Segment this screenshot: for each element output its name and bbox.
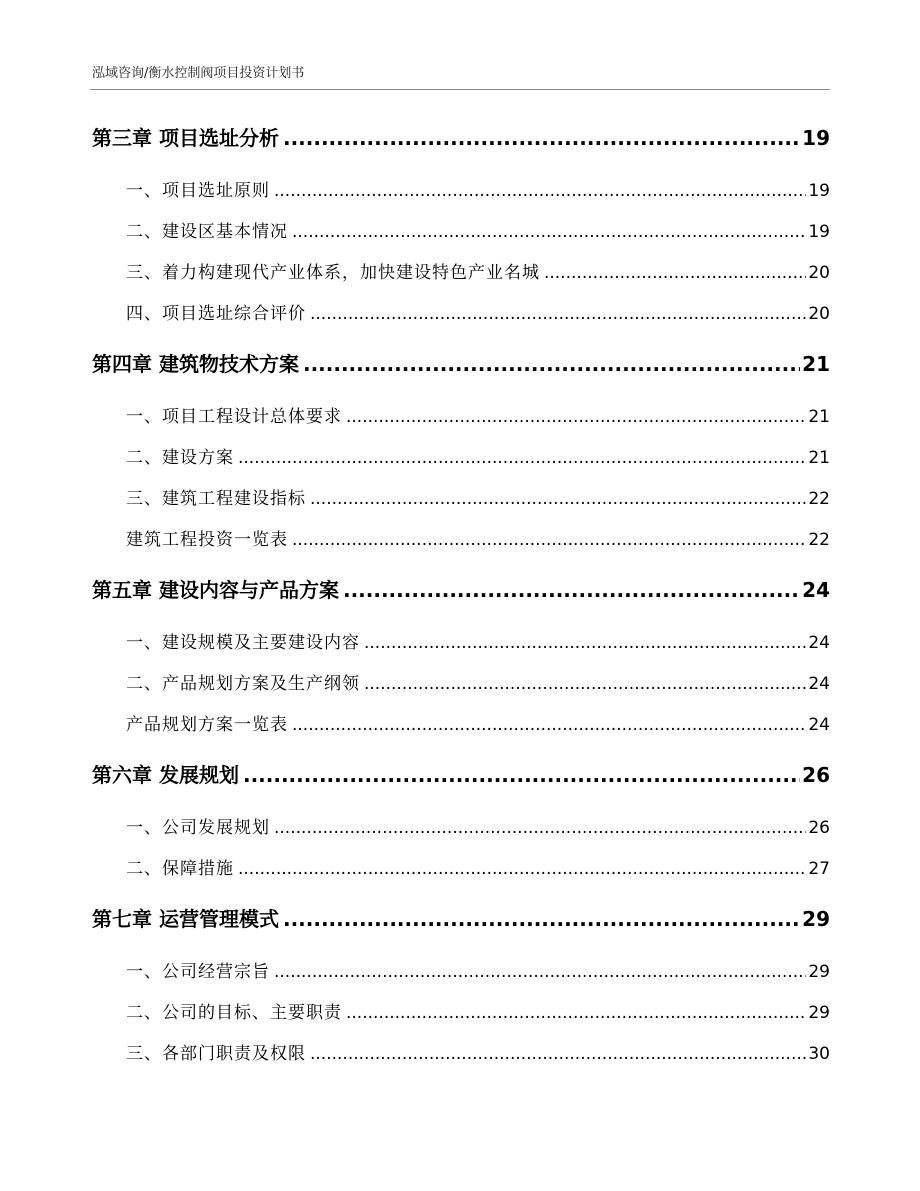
- toc-section-3-4[interactable]: [126, 299, 830, 324]
- toc-page-number: 20: [808, 263, 830, 283]
- toc-entry-number: 二、: [126, 859, 162, 879]
- toc-page-number: 24: [802, 578, 830, 602]
- toc-page-number: 21: [808, 407, 830, 427]
- toc-entry-number: 二、: [126, 674, 162, 694]
- toc-entry-title: 产品规划方案一览表: [126, 715, 288, 735]
- toc-page-number: 26: [802, 763, 830, 787]
- toc-leader-dots: [292, 530, 806, 550]
- toc-page-number: 26: [808, 818, 830, 838]
- toc-section-4-table[interactable]: [126, 525, 830, 550]
- toc-entry-title: 保障措施: [162, 859, 234, 879]
- toc-page-number: 27: [808, 859, 830, 879]
- toc-chapter-5[interactable]: [92, 574, 830, 603]
- toc-leader-dots: [346, 1003, 806, 1023]
- toc-chapter-3[interactable]: [92, 122, 830, 151]
- toc-page-number: 22: [808, 530, 830, 550]
- toc-page-number: 20: [808, 304, 830, 324]
- toc-entry-number: 三、: [126, 263, 162, 283]
- toc-section-7-1[interactable]: [126, 957, 830, 982]
- toc-entry-title: 第七章 运营管理模式: [92, 907, 279, 931]
- toc-leader-dots: [274, 181, 806, 201]
- toc-entry-title: 公司的目标、主要职责: [162, 1003, 342, 1023]
- toc-section-5-1[interactable]: [126, 628, 830, 653]
- toc-entry-number: 一、: [126, 407, 162, 427]
- toc-chapter-6[interactable]: [92, 759, 830, 788]
- toc-entry-number: 三、: [126, 1044, 162, 1064]
- toc-entry-title: 公司发展规划: [162, 818, 270, 838]
- toc-leader-dots: [310, 304, 806, 324]
- toc-entry-title: 建筑工程投资一览表: [126, 530, 288, 550]
- toc-page-number: 30: [808, 1044, 830, 1064]
- toc-page-number: 29: [808, 1003, 830, 1023]
- toc-entry-title: 公司经营宗旨: [162, 962, 270, 982]
- toc-section-7-2[interactable]: [126, 998, 830, 1023]
- toc-leader-dots: [310, 489, 806, 509]
- toc-leader-dots: [364, 633, 806, 653]
- toc-leader-dots: [243, 763, 800, 787]
- toc-entry-title: 建设区基本情况: [162, 222, 288, 242]
- toc-entry-title: 建设规模及主要建设内容: [162, 633, 360, 653]
- toc-leader-dots: [346, 407, 806, 427]
- toc-entry-title: 产品规划方案及生产纲领: [162, 674, 360, 694]
- toc-entry-number: 一、: [126, 181, 162, 201]
- toc-page-number: 24: [808, 715, 830, 735]
- toc-section-6-1[interactable]: [126, 813, 830, 838]
- toc-section-5-table[interactable]: [126, 710, 830, 735]
- toc-entry-title: 着力构建现代产业体系，加快建设特色产业名城: [162, 263, 540, 283]
- toc-section-7-3[interactable]: [126, 1039, 830, 1064]
- toc-page-number: 22: [808, 489, 830, 509]
- toc-entry-title: 建设方案: [162, 448, 234, 468]
- toc-page-number: 29: [808, 962, 830, 982]
- toc-entry-title: 项目选址综合评价: [162, 304, 306, 324]
- toc-leader-dots: [292, 715, 806, 735]
- toc-leader-dots: [274, 962, 806, 982]
- toc-section-4-2[interactable]: [126, 443, 830, 468]
- toc-entry-title: 建筑工程建设指标: [162, 489, 306, 509]
- toc-leader-dots: [283, 126, 800, 150]
- toc-page-number: 19: [808, 181, 830, 201]
- toc-entry-title: 第五章 建设内容与产品方案: [92, 578, 339, 602]
- toc-chapter-4[interactable]: [92, 348, 830, 377]
- toc-leader-dots: [310, 1044, 806, 1064]
- toc-leader-dots: [274, 818, 806, 838]
- toc-page-number: 21: [802, 352, 830, 376]
- toc-entry-number: 二、: [126, 448, 162, 468]
- document-header: 泓域咨询/衡水控制阀项目投资计划书: [92, 66, 305, 81]
- toc-entry-number: 三、: [126, 489, 162, 509]
- toc-entry-number: 二、: [126, 1003, 162, 1023]
- toc-entry-number: 四、: [126, 304, 162, 324]
- toc-entry-number: 二、: [126, 222, 162, 242]
- toc-entry-title: 项目工程设计总体要求: [162, 407, 342, 427]
- toc-leader-dots: [343, 578, 800, 602]
- toc-leader-dots: [544, 263, 806, 283]
- toc-leader-dots: [238, 859, 806, 879]
- toc-page-number: 21: [808, 448, 830, 468]
- toc-leader-dots: [238, 448, 806, 468]
- toc-page-number: 24: [808, 674, 830, 694]
- toc-section-4-1[interactable]: [126, 402, 830, 427]
- toc-section-4-3[interactable]: [126, 484, 830, 509]
- toc-leader-dots: [283, 907, 800, 931]
- toc-leader-dots: [364, 674, 806, 694]
- toc-entry-title: 第三章 项目选址分析: [92, 126, 279, 150]
- toc-page-number: 24: [808, 633, 830, 653]
- toc-entry-number: 一、: [126, 962, 162, 982]
- toc-entry-title: 项目选址原则: [162, 181, 270, 201]
- toc-chapter-7[interactable]: [92, 903, 830, 932]
- toc-entry-title: 第六章 发展规划: [92, 763, 239, 787]
- toc-leader-dots: [303, 352, 800, 376]
- toc-section-3-2[interactable]: [126, 217, 830, 242]
- toc-leader-dots: [292, 222, 806, 242]
- toc-section-5-2[interactable]: [126, 669, 830, 694]
- toc-section-6-2[interactable]: [126, 854, 830, 879]
- toc-section-3-1[interactable]: [126, 176, 830, 201]
- toc-entry-title: 第四章 建筑物技术方案: [92, 352, 299, 376]
- toc-entry-title: 各部门职责及权限: [162, 1044, 306, 1064]
- header-divider: [90, 89, 830, 90]
- toc-page-number: 29: [802, 907, 830, 931]
- toc-section-3-3[interactable]: [126, 258, 830, 283]
- toc-page-number: 19: [802, 126, 830, 150]
- toc-entry-number: 一、: [126, 633, 162, 653]
- toc-page-number: 19: [808, 222, 830, 242]
- toc-entry-number: 一、: [126, 818, 162, 838]
